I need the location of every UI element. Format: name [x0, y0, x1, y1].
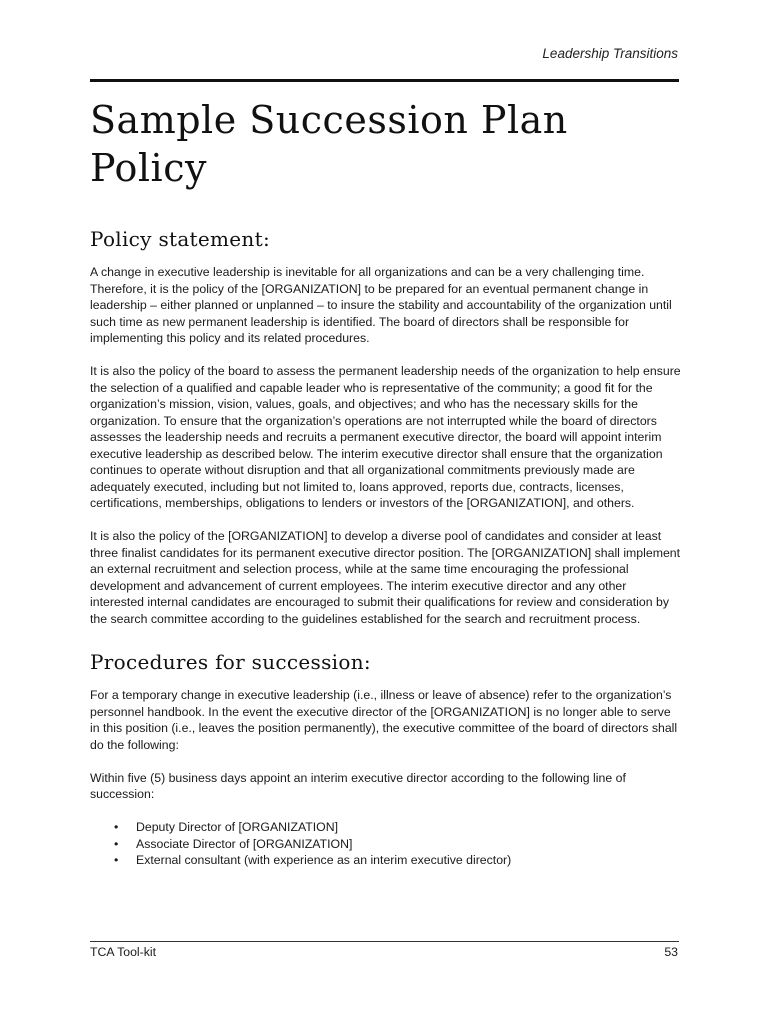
- page-title: Sample Succession Plan Policy: [90, 98, 568, 190]
- list-item: [114, 836, 682, 853]
- running-header: Leadership Transitions: [542, 46, 678, 61]
- section-heading-policy-statement: Policy statement:: [90, 227, 270, 251]
- list-item: [114, 819, 682, 836]
- footer-label: TCA Tool-kit: [90, 945, 157, 959]
- bullet-icon: •: [114, 820, 119, 834]
- bullet-icon: •: [114, 836, 119, 851]
- succession-list: [90, 819, 682, 869]
- list-item-text: Associate Director of [ORGANIZATION]: [136, 836, 353, 851]
- header-rule: [90, 79, 679, 82]
- list-item-text: External consultant (with experience as an interim executive director): [136, 853, 512, 867]
- list-item: [114, 852, 682, 869]
- footer-rule: [90, 941, 679, 942]
- procedures-paragraph-1: For a temporary change in executive leadership (i.e., illness or leave of absence) refer to the organization’s personnel handbook. In the event the executive director of the [ORGANIZATION] is no longer able to serve in this position (i.e., leaves the position permanently), the executive committee of the board of directors shall do the following:: [90, 688, 678, 752]
- policy-paragraph-1: A change in executive leadership is inevitable for all organizations and can be a very challenging time. Therefore, it is the policy of the [ORGANIZATION] to be prepared for an eventual permanent change in leadership – either planned or unplanned – to insure the stability and accountability of the organization until such time as new permanent leadership is identified. The board of directors shall be responsible for implementing this policy and its related procedures.: [90, 265, 672, 345]
- section-heading-procedures: Procedures for succession:: [90, 650, 371, 674]
- list-item-text: Deputy Director of [ORGANIZATION]: [136, 820, 339, 834]
- bullet-icon: •: [114, 853, 119, 867]
- page-number: 53: [664, 945, 678, 959]
- policy-paragraph-3: It is also the policy of the [ORGANIZATION] to develop a diverse pool of candidates and consider at least three finalist candidates for its permanent executive director position. The [ORGANIZATION] shall implement an external recruitment and selection process, while at the same time encouraging the professional development and advancement of current employees. The interim executive director and any other interested internal candidates are encouraged to submit their qualifications for review and consideration by the search committee according to the guidelines established for the search and recruitment process.: [90, 529, 681, 626]
- policy-paragraph-2: It is also the policy of the board to assess the permanent leadership needs of the organization to help ensure the selection of a qualified and capable leader who is representative of the community; a good fit for the organization’s mission, vision, values, goals, and objectives; and who has the necessary skills for the organization. To ensure that the organization’s operations are not interrupted while the board of directors assesses the leadership needs and recruits a permanent executive director, the board will appoint interim executive leadership as described below. The interim executive director shall ensure that the organization continues to operate without disruption and that all organizational commitments previously made are adequately executed, including but not limited to, loans approved, reports due, contracts, licenses, certifications, memberships, obligations to lenders or investors of the [ORGANIZATION], and others.: [90, 364, 681, 510]
- procedures-paragraph-2: Within five (5) business days appoint an interim executive director according to the following line of succession:: [90, 770, 626, 801]
- document-body: [90, 226, 682, 869]
